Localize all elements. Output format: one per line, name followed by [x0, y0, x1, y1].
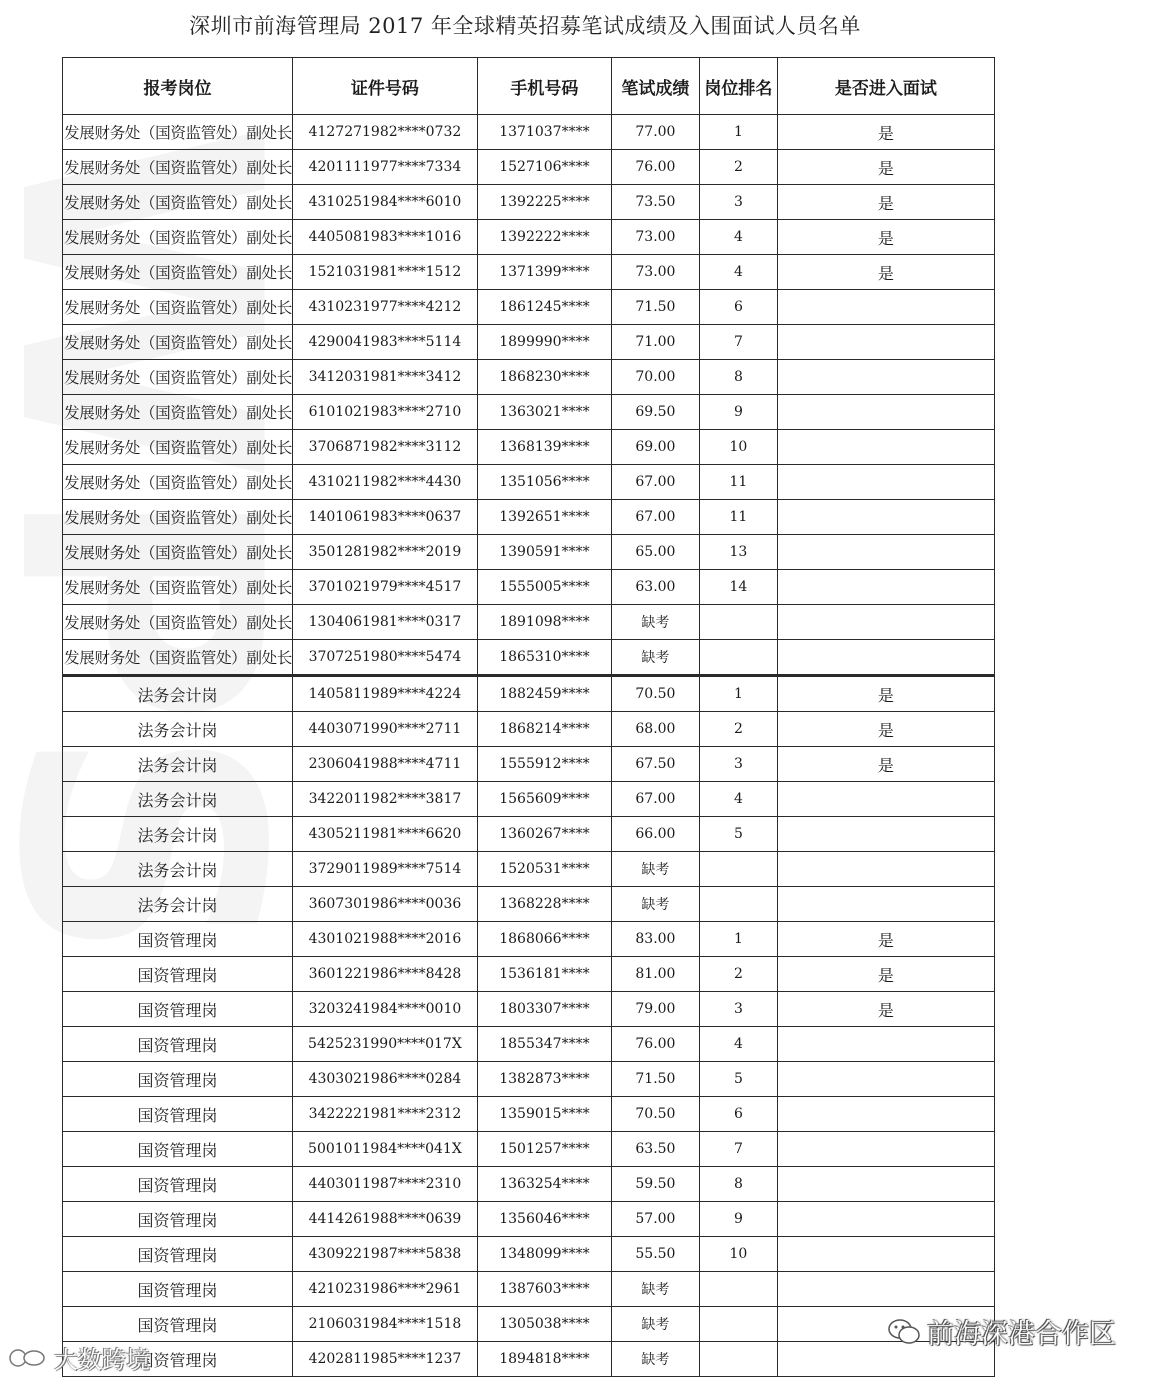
cell-id-number: 4303021986****0284: [292, 1062, 477, 1097]
header-interview: 是否进入面试: [777, 58, 994, 115]
table-row: [63, 992, 995, 1027]
cell-phone: 1894818****: [477, 1342, 611, 1377]
cell-interview: [777, 570, 994, 605]
table-row: [63, 676, 995, 712]
cell-interview: 是: [777, 676, 994, 712]
cell-interview: [777, 817, 994, 852]
cell-phone: 1861245****: [477, 290, 611, 325]
cell-position: 发展财务处（国资监管处）副处长: [63, 430, 293, 465]
cell-rank: 9: [699, 395, 777, 430]
stamp-right-text: 前海深港合作区: [927, 1319, 1116, 1350]
cell-position: 发展财务处（国资监管处）副处长: [63, 290, 293, 325]
cell-rank: 1: [699, 922, 777, 957]
cell-position: 发展财务处（国资监管处）副处长: [63, 605, 293, 640]
cell-rank: 11: [699, 465, 777, 500]
cell-rank: 7: [699, 1132, 777, 1167]
cell-score: 63.50: [611, 1132, 699, 1167]
cell-id-number: 3707251980****5474: [292, 640, 477, 676]
cell-interview: 是: [777, 220, 994, 255]
cell-phone: 1899990****: [477, 325, 611, 360]
table-row: [63, 535, 995, 570]
table-row: [63, 782, 995, 817]
cell-phone: 1868230****: [477, 360, 611, 395]
cell-interview: [777, 535, 994, 570]
cell-phone: 1555912****: [477, 747, 611, 782]
cell-id-number: 4202811985****1237: [292, 1342, 477, 1377]
cell-interview: [777, 395, 994, 430]
cell-phone: 1868066****: [477, 922, 611, 957]
table-row: [63, 640, 995, 676]
cell-interview: 是: [777, 957, 994, 992]
cell-score: 缺考: [611, 605, 699, 640]
results-table: [62, 57, 995, 1377]
cell-position: 国资管理岗: [63, 992, 293, 1027]
cell-phone: 1565609****: [477, 782, 611, 817]
cell-id-number: 4301021988****2016: [292, 922, 477, 957]
wechat-source-stamp: [887, 1312, 1116, 1351]
cell-id-number: 1405811989****4224: [292, 676, 477, 712]
cell-interview: 是: [777, 712, 994, 747]
cell-id-number: 4127271982****0732: [292, 115, 477, 150]
cell-position: 发展财务处（国资监管处）副处长: [63, 185, 293, 220]
page-title: 深圳市前海管理局 2017 年全球精英招募笔试成绩及入围面试人员名单: [189, 14, 861, 38]
cell-score: 67.00: [611, 465, 699, 500]
cell-score: 71.50: [611, 290, 699, 325]
cell-position: 发展财务处（国资监管处）副处长: [63, 220, 293, 255]
cell-phone: 1882459****: [477, 676, 611, 712]
table-row: [63, 1027, 995, 1062]
cell-interview: [777, 500, 994, 535]
cell-id-number: 6101021983****2710: [292, 395, 477, 430]
cell-position: 发展财务处（国资监管处）副处长: [63, 570, 293, 605]
cell-id-number: 5425231990****017X: [292, 1027, 477, 1062]
cell-interview: [777, 605, 994, 640]
cell-position: 发展财务处（国资监管处）副处长: [63, 535, 293, 570]
cell-id-number: 1521031981****1512: [292, 255, 477, 290]
cell-phone: 1382873****: [477, 1062, 611, 1097]
cell-interview: [777, 1202, 994, 1237]
cell-id-number: 4210231986****2961: [292, 1272, 477, 1307]
cell-phone: 1891098****: [477, 605, 611, 640]
cell-rank: 3: [699, 992, 777, 1027]
cell-score: 81.00: [611, 957, 699, 992]
table-row: [63, 1307, 995, 1342]
cell-interview: [777, 887, 994, 922]
cell-interview: [777, 1062, 994, 1097]
cell-rank: [699, 1307, 777, 1342]
cell-interview: 是: [777, 115, 994, 150]
cell-rank: 1: [699, 676, 777, 712]
cell-interview: [777, 852, 994, 887]
cell-phone: 1371399****: [477, 255, 611, 290]
cell-position: 国资管理岗: [63, 1272, 293, 1307]
cell-phone: 1348099****: [477, 1237, 611, 1272]
cell-position: 国资管理岗: [63, 1237, 293, 1272]
cell-phone: 1363254****: [477, 1167, 611, 1202]
cell-id-number: 5001011984****041X: [292, 1132, 477, 1167]
cell-position: 法务会计岗: [63, 852, 293, 887]
table-row: [63, 957, 995, 992]
cell-phone: 1305038****: [477, 1307, 611, 1342]
cell-rank: 7: [699, 325, 777, 360]
cell-phone: 1368139****: [477, 430, 611, 465]
cell-score: 缺考: [611, 640, 699, 676]
cell-score: 63.00: [611, 570, 699, 605]
cell-rank: 6: [699, 290, 777, 325]
table-body: [63, 115, 995, 1377]
table-header-row: [63, 58, 995, 115]
cell-position: 发展财务处（国资监管处）副处长: [63, 255, 293, 290]
cell-id-number: 2106031984****1518: [292, 1307, 477, 1342]
cell-id-number: 4201111977****7334: [292, 150, 477, 185]
cell-id-number: 4310211982****4430: [292, 465, 477, 500]
cell-position: 国资管理岗: [63, 957, 293, 992]
cell-score: 55.50: [611, 1237, 699, 1272]
cell-interview: [777, 290, 994, 325]
table-row: [63, 605, 995, 640]
table-row: [63, 887, 995, 922]
cell-position: 国资管理岗: [63, 1202, 293, 1237]
cell-score: 71.50: [611, 1062, 699, 1097]
cell-interview: [777, 1132, 994, 1167]
cell-rank: [699, 605, 777, 640]
cell-position: 国资管理岗: [63, 1132, 293, 1167]
cell-id-number: 3203241984****0010: [292, 992, 477, 1027]
cell-position: 发展财务处（国资监管处）副处长: [63, 360, 293, 395]
cell-id-number: 3412031981****3412: [292, 360, 477, 395]
cell-phone: 1360267****: [477, 817, 611, 852]
header-rank: 岗位排名: [699, 58, 777, 115]
cell-rank: 2: [699, 150, 777, 185]
cell-rank: 13: [699, 535, 777, 570]
cell-rank: 10: [699, 430, 777, 465]
table-row: [63, 325, 995, 360]
table-row: [63, 712, 995, 747]
wechat-icon: [887, 1317, 921, 1347]
cell-interview: [777, 325, 994, 360]
cell-rank: 4: [699, 255, 777, 290]
cell-interview: [777, 782, 994, 817]
cell-position: 发展财务处（国资监管处）副处长: [63, 500, 293, 535]
cell-score: 83.00: [611, 922, 699, 957]
cell-score: 缺考: [611, 1307, 699, 1342]
weibo-icon: [8, 1344, 48, 1372]
cell-score: 57.00: [611, 1202, 699, 1237]
cell-rank: [699, 1342, 777, 1377]
cell-score: 77.00: [611, 115, 699, 150]
cell-interview: [777, 1097, 994, 1132]
cell-interview: [777, 360, 994, 395]
cell-id-number: 1304061981****0317: [292, 605, 477, 640]
cell-score: 缺考: [611, 887, 699, 922]
table-row: [63, 1132, 995, 1167]
cell-rank: [699, 887, 777, 922]
cell-id-number: 4405081983****1016: [292, 220, 477, 255]
cell-phone: 1536181****: [477, 957, 611, 992]
cell-position: 法务会计岗: [63, 712, 293, 747]
cell-score: 71.00: [611, 325, 699, 360]
cell-interview: [777, 1027, 994, 1062]
cell-phone: 1387603****: [477, 1272, 611, 1307]
cell-id-number: 3706871982****3112: [292, 430, 477, 465]
cell-interview: 是: [777, 922, 994, 957]
cell-rank: 10: [699, 1237, 777, 1272]
cell-id-number: 3501281982****2019: [292, 535, 477, 570]
table-row: [63, 220, 995, 255]
cell-rank: 5: [699, 817, 777, 852]
cell-id-number: 4310251984****6010: [292, 185, 477, 220]
cell-score: 59.50: [611, 1167, 699, 1202]
cell-id-number: 4403011987****2310: [292, 1167, 477, 1202]
cell-phone: 1363021****: [477, 395, 611, 430]
cell-phone: 1392651****: [477, 500, 611, 535]
cell-id-number: 3422011982****3817: [292, 782, 477, 817]
cell-id-number: 4305211981****6620: [292, 817, 477, 852]
cell-score: 66.00: [611, 817, 699, 852]
cell-position: 国资管理岗: [63, 1307, 293, 1342]
cell-rank: 9: [699, 1202, 777, 1237]
header-id-number: 证件号码: [292, 58, 477, 115]
cell-id-number: 4309221987****5838: [292, 1237, 477, 1272]
cell-rank: 6: [699, 1097, 777, 1132]
cell-score: 73.00: [611, 255, 699, 290]
cell-score: 70.50: [611, 1097, 699, 1132]
cell-phone: 1392222****: [477, 220, 611, 255]
cell-score: 76.00: [611, 1027, 699, 1062]
cell-id-number: 3701021979****4517: [292, 570, 477, 605]
table-row: [63, 1342, 995, 1377]
cell-id-number: 4414261988****0639: [292, 1202, 477, 1237]
cell-position: 国资管理岗: [63, 1062, 293, 1097]
cell-score: 65.00: [611, 535, 699, 570]
cell-score: 缺考: [611, 852, 699, 887]
cell-rank: 8: [699, 1167, 777, 1202]
table-row: [63, 570, 995, 605]
weibo-source-stamp: [8, 1340, 150, 1375]
cell-score: 70.50: [611, 676, 699, 712]
table-row: [63, 747, 995, 782]
cell-phone: 1371037****: [477, 115, 611, 150]
table-row: [63, 852, 995, 887]
cell-rank: 1: [699, 115, 777, 150]
cell-position: 法务会计岗: [63, 887, 293, 922]
cell-phone: 1351056****: [477, 465, 611, 500]
cell-position: 法务会计岗: [63, 747, 293, 782]
cell-score: 67.00: [611, 500, 699, 535]
cell-rank: 3: [699, 747, 777, 782]
cell-phone: 1803307****: [477, 992, 611, 1027]
cell-rank: [699, 1272, 777, 1307]
cell-id-number: 4290041983****5114: [292, 325, 477, 360]
cell-rank: 14: [699, 570, 777, 605]
cell-position: 发展财务处（国资监管处）副处长: [63, 395, 293, 430]
header-phone: 手机号码: [477, 58, 611, 115]
table-row: [63, 395, 995, 430]
cell-rank: 5: [699, 1062, 777, 1097]
cell-score: 缺考: [611, 1272, 699, 1307]
header-score: 笔试成绩: [611, 58, 699, 115]
cell-position: 国资管理岗: [63, 1097, 293, 1132]
cell-position: 发展财务处（国资监管处）副处长: [63, 465, 293, 500]
cell-score: 70.00: [611, 360, 699, 395]
table-row: [63, 150, 995, 185]
cell-score: 76.00: [611, 150, 699, 185]
cell-phone: 1392225****: [477, 185, 611, 220]
cell-position: 发展财务处（国资监管处）副处长: [63, 150, 293, 185]
table-row: [63, 290, 995, 325]
cell-score: 69.00: [611, 430, 699, 465]
cell-rank: 11: [699, 500, 777, 535]
cell-phone: 1356046****: [477, 1202, 611, 1237]
cell-rank: 4: [699, 220, 777, 255]
cell-phone: 1359015****: [477, 1097, 611, 1132]
cell-interview: [777, 430, 994, 465]
cell-id-number: 2306041988****4711: [292, 747, 477, 782]
cell-score: 67.00: [611, 782, 699, 817]
cell-interview: [777, 1272, 994, 1307]
cell-rank: 2: [699, 957, 777, 992]
cell-rank: 3: [699, 185, 777, 220]
stamp-left-text: 大数跨境: [54, 1346, 150, 1374]
cell-rank: [699, 852, 777, 887]
cell-score: 67.50: [611, 747, 699, 782]
table-row: [63, 1097, 995, 1132]
cell-interview: 是: [777, 150, 994, 185]
cell-phone: 1527106****: [477, 150, 611, 185]
cell-interview: [777, 465, 994, 500]
cell-id-number: 3422221981****2312: [292, 1097, 477, 1132]
table-row: [63, 255, 995, 290]
cell-score: 69.50: [611, 395, 699, 430]
cell-rank: 4: [699, 1027, 777, 1062]
cell-interview: [777, 1167, 994, 1202]
cell-position: 发展财务处（国资监管处）副处长: [63, 325, 293, 360]
cell-rank: 8: [699, 360, 777, 395]
table-row: [63, 1062, 995, 1097]
cell-position: 国资管理岗: [63, 1342, 293, 1377]
cell-phone: 1855347****: [477, 1027, 611, 1062]
cell-rank: [699, 640, 777, 676]
cell-phone: 1520531****: [477, 852, 611, 887]
cell-score: 68.00: [611, 712, 699, 747]
cell-id-number: 1401061983****0637: [292, 500, 477, 535]
cell-position: 法务会计岗: [63, 676, 293, 712]
table-row: [63, 115, 995, 150]
cell-interview: 是: [777, 255, 994, 290]
cell-position: 法务会计岗: [63, 782, 293, 817]
cell-interview: [777, 1237, 994, 1272]
cell-id-number: 4310231977****4212: [292, 290, 477, 325]
cell-interview: 是: [777, 747, 994, 782]
cell-score: 79.00: [611, 992, 699, 1027]
cell-rank: 2: [699, 712, 777, 747]
cell-id-number: 3607301986****0036: [292, 887, 477, 922]
table-row: [63, 1272, 995, 1307]
cell-rank: 4: [699, 782, 777, 817]
cell-score: 缺考: [611, 1342, 699, 1377]
cell-phone: 1390591****: [477, 535, 611, 570]
cell-phone: 1368228****: [477, 887, 611, 922]
cell-phone: 1865310****: [477, 640, 611, 676]
cell-position: 国资管理岗: [63, 1027, 293, 1062]
table-row: [63, 1202, 995, 1237]
cell-phone: 1868214****: [477, 712, 611, 747]
cell-id-number: 3601221986****8428: [292, 957, 477, 992]
table-row: [63, 465, 995, 500]
cell-interview: 是: [777, 992, 994, 1027]
table-row: [63, 817, 995, 852]
table-row: [63, 185, 995, 220]
cell-id-number: 3729011989****7514: [292, 852, 477, 887]
table-row: [63, 500, 995, 535]
header-position: 报考岗位: [63, 58, 293, 115]
cell-interview: [777, 640, 994, 676]
cell-phone: 1555005****: [477, 570, 611, 605]
table-row: [63, 360, 995, 395]
cell-position: 法务会计岗: [63, 817, 293, 852]
cell-id-number: 4403071990****2711: [292, 712, 477, 747]
cell-interview: 是: [777, 185, 994, 220]
cell-phone: 1501257****: [477, 1132, 611, 1167]
table-row: [63, 922, 995, 957]
table-row: [63, 1237, 995, 1272]
cell-score: 73.50: [611, 185, 699, 220]
cell-score: 73.00: [611, 220, 699, 255]
cell-position: 发展财务处（国资监管处）副处长: [63, 115, 293, 150]
table-row: [63, 1167, 995, 1202]
table-row: [63, 430, 995, 465]
cell-position: 国资管理岗: [63, 922, 293, 957]
cell-position: 国资管理岗: [63, 1167, 293, 1202]
cell-position: 发展财务处（国资监管处）副处长: [63, 640, 293, 676]
